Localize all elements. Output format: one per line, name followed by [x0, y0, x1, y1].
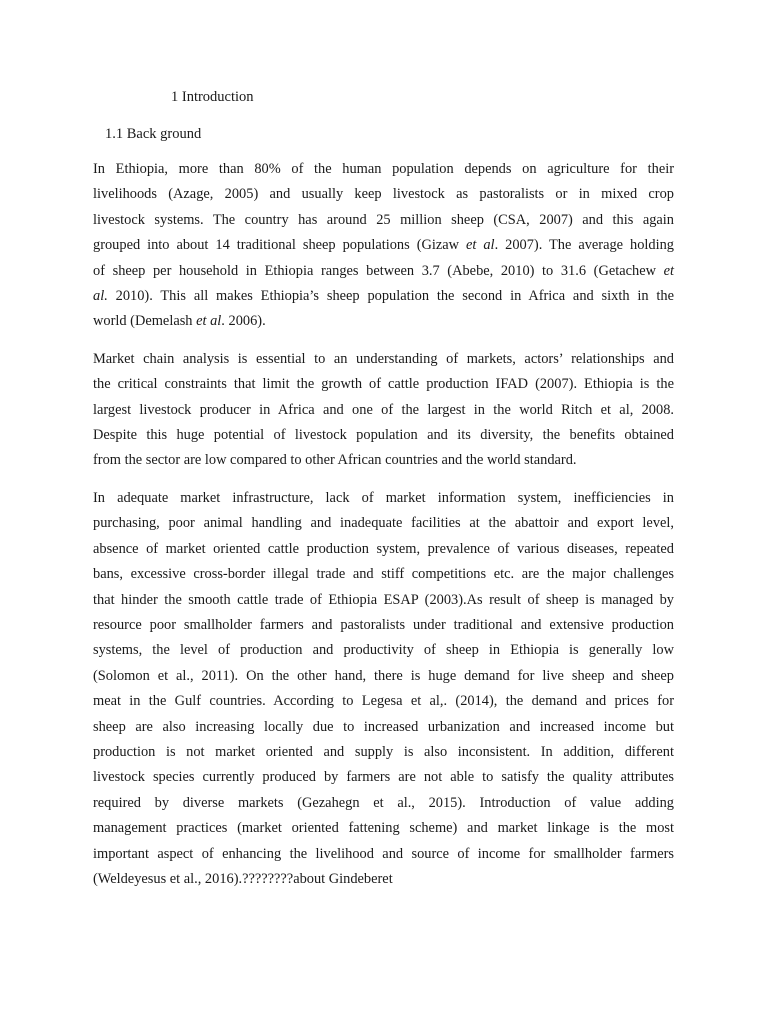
text-line: (Solomon et al., 2011). On the other hand, there is huge demand for live sheep and sheep	[93, 667, 674, 684]
text-run: . 2006).	[221, 313, 266, 330]
text-line	[93, 259, 674, 284]
text-line: required by diverse markets (Gezahegn et al., 2015). Introduction of value adding	[93, 794, 674, 811]
text-line: the critical constraints that limit the growth of cattle production IFAD (2007). Ethiopia is the	[93, 376, 674, 393]
text-line: resource poor smallholder farmers and pastoralists under traditional and extensive production	[93, 616, 674, 633]
text-run: grouped into about 14 traditional sheep populations (Gizaw	[93, 237, 467, 254]
text-line: Despite this huge potential of livestock population and its diversity, the benefits obtained	[93, 427, 674, 444]
text-line: Market chain analysis is essential to an understanding of markets, actors’ relationships and	[93, 350, 674, 367]
italic-run: et	[663, 262, 674, 279]
text-line	[93, 284, 674, 309]
text-line: livestock systems. The country has around 25 million sheep (CSA, 2007) and this again	[93, 211, 674, 228]
text-line: absence of market oriented cattle production system, prevalence of various diseases, repeated	[93, 540, 674, 557]
text-line: from the sector are low compared to other African countries and the world standard.	[93, 452, 577, 469]
text-run: of sheep per household in Ethiopia ranges between 3.7 (Abebe, 2010) to 31.6 (Getachew	[93, 262, 664, 279]
text-line: meat in the Gulf countries. According to Legesa et al,. (2014), the demand and prices for	[93, 693, 674, 710]
text-line: livestock species currently produced by farmers are not able to satisfy the quality attributes	[93, 769, 674, 786]
text-line: (Weldeyesus et al., 2016).????????about Gindeberet	[93, 870, 393, 887]
italic-run: et al	[196, 313, 222, 330]
text-line: systems, the level of production and productivity of sheep in Ethiopia is generally low	[93, 642, 674, 659]
text-line: sheep are also increasing locally due to increased urbanization and increased income but	[93, 718, 674, 735]
text-line: largest livestock producer in Africa and one of the largest in the world Ritch et al, 2008.	[93, 401, 674, 418]
text-line	[93, 233, 674, 258]
text-line: that hinder the smooth cattle trade of Ethiopia ESAP (2003).As result of sheep is managed by	[93, 591, 674, 608]
text-run: 2010). This all makes Ethiopia’s sheep population the second in Africa and sixth in the	[107, 288, 674, 305]
text-line: In Ethiopia, more than 80% of the human population depends on agriculture for their	[93, 161, 674, 177]
text-line: important aspect of enhancing the livelihood and source of income for smallholder farmers	[93, 845, 674, 862]
text-line	[93, 309, 674, 334]
text-line: livelihoods (Azage, 2005) and usually keep livestock as pastoralists or in mixed crop	[93, 186, 674, 203]
paragraph-market-chain	[93, 347, 674, 474]
text-line: bans, excessive cross-border illegal trade and stiff competitions etc. are the major challenges	[93, 566, 674, 583]
document-body	[93, 157, 674, 904]
paragraph-market-challenges	[93, 486, 674, 893]
italic-run: et al	[466, 237, 495, 254]
text-line: production is not market oriented and supply is also inconsistent. In addition, different	[93, 743, 674, 760]
italic-run: al.	[93, 288, 108, 305]
text-run: . 2007). The average holding	[494, 237, 674, 254]
section-heading: 1.1 Back ground	[105, 126, 202, 142]
paragraph-ethiopia-sheep	[93, 157, 674, 335]
text-line: management practices (market oriented fattening scheme) and market linkage is the most	[93, 820, 674, 837]
text-run: world (Demelash	[93, 313, 197, 330]
text-line: In adequate market infrastructure, lack of market information system, inefficiencies in	[93, 489, 674, 506]
chapter-heading: 1 Introduction	[171, 89, 254, 105]
text-line: purchasing, poor animal handling and inadequate facilities at the abattoir and export level,	[93, 515, 674, 532]
